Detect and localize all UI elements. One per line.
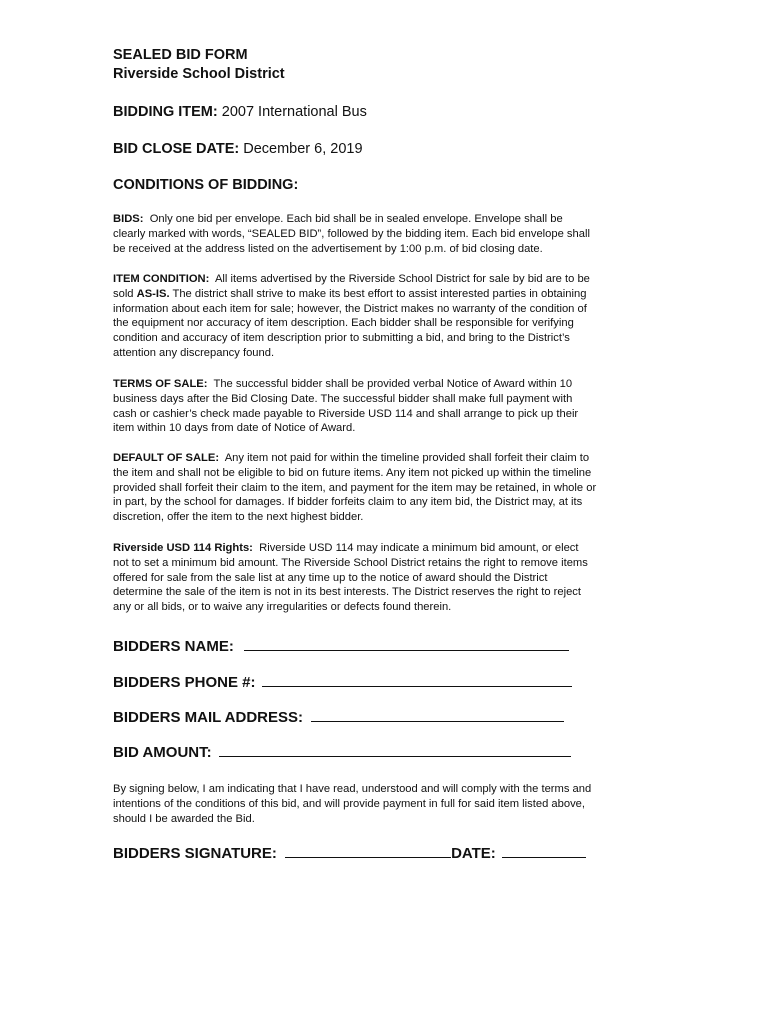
rights-line-1: Riverside USD 114 Rights: Riverside USD 114 may indicate a minimum bid amount, or elect xyxy=(113,542,579,554)
default-line-5: discretion, offer the item to the next highest bidder. xyxy=(113,511,364,524)
bid-amount-blank[interactable] xyxy=(219,742,571,757)
bidders-name-blank[interactable] xyxy=(244,636,569,651)
bid-close-date-row xyxy=(113,140,363,158)
bids-line-2: clearly marked with words, “SEALED BID”, followed by the bidding item. Each bid envelope shall xyxy=(113,227,590,240)
item-condition-line-2: sold AS-IS. The district shall strive to make its best effort to assist interested parties in obtaining xyxy=(113,287,587,300)
rights-line-4: determine the sale of the item is not in its best interests. The District reserves the right to reject xyxy=(113,586,582,599)
terms-line-4: item within 10 days from date of Notice of Award. xyxy=(113,422,356,435)
bidders-phone-label: BIDDERS PHONE #: xyxy=(113,674,256,691)
bid-close-date-label: BID CLOSE DATE: xyxy=(113,141,240,157)
rights-line-2: not to set a minimum bid amount. The Riverside School District retains the right to remove items xyxy=(113,556,588,569)
item-condition-section xyxy=(113,272,658,361)
bidders-name-label: BIDDERS NAME: xyxy=(113,638,234,655)
certification-line-2: intentions of the conditions of this bid, and will provide payment in full for said item listed above, xyxy=(113,797,585,810)
default-line-3: provided shall forfeit their claim to the item, and payment for the item may be retained, in whole or xyxy=(113,481,597,494)
date-blank[interactable] xyxy=(502,843,586,858)
district-rights-section xyxy=(113,541,658,615)
bidders-name-row xyxy=(113,636,569,656)
signature-label: BIDDERS SIGNATURE: xyxy=(113,845,277,862)
item-condition-line-1: ITEM CONDITION: All items advertised by the Riverside School District for sale by bid are to be xyxy=(113,273,590,285)
bidders-mail-row xyxy=(113,707,564,727)
terms-line-1: TERMS OF SALE: The successful bidder shall be provided verbal Notice of Award within 10 xyxy=(113,378,573,390)
bid-amount-label: BID AMOUNT: xyxy=(113,744,212,761)
rights-line-5: any or all bids, or to waive any irregularities or defects found therein. xyxy=(113,601,452,614)
bidding-item-label: BIDDING ITEM: xyxy=(113,104,218,120)
bid-close-date-value: December 6, 2019 xyxy=(243,141,363,157)
certification-line-3: should I be awarded the Bid. xyxy=(113,812,255,825)
item-condition-line-5: condition and accuracy of item description prior to submitting a bid, and bring to the District’s xyxy=(113,332,570,345)
bids-section xyxy=(113,212,658,256)
bidders-mail-label: BIDDERS MAIL ADDRESS: xyxy=(113,709,304,726)
terms-of-sale-section xyxy=(113,377,658,436)
bids-line-1: BIDS: Only one bid per envelope. Each bid shall be in sealed envelope. Envelope shall be xyxy=(113,213,563,225)
default-line-2: the item and shall not be eligible to bid on future items. Any item not picked up within the timeline xyxy=(113,466,592,479)
bid-amount-row xyxy=(113,742,571,762)
bids-line-3: be received at the address listed on the advertisement by 1:00 p.m. of bid closing date. xyxy=(113,242,543,255)
terms-line-3: cash or cashier’s check made payable to Riverside USD 114 and shall arrange to pick up their xyxy=(113,407,579,420)
certification-line-1: By signing below, I am indicating that I have read, understood and will comply with the terms and xyxy=(113,783,592,795)
bidding-item-row xyxy=(113,103,367,121)
bidders-phone-blank[interactable] xyxy=(262,672,572,687)
item-condition-line-4: the equipment nor accuracy of item description. Each bidder shall be responsible for verifying xyxy=(113,317,574,330)
conditions-heading: CONDITIONS OF BIDDING: xyxy=(113,177,299,193)
bids-label: BIDS: xyxy=(113,213,144,225)
item-condition-label: ITEM CONDITION: xyxy=(113,273,210,285)
district-name: Riverside School District xyxy=(113,66,285,82)
certification-section xyxy=(113,782,658,826)
default-of-sale-section xyxy=(113,451,658,525)
as-is-label: AS-IS. xyxy=(136,287,170,300)
default-of-sale-label: DEFAULT OF SALE: xyxy=(113,452,220,464)
default-line-1: DEFAULT OF SALE: Any item not paid for within the timeline provided shall forfeit their claim to xyxy=(113,452,590,464)
bidders-phone-row xyxy=(113,672,572,692)
bidding-item-value: 2007 International Bus xyxy=(221,104,367,120)
item-condition-line-3: information about each item for sale; however, the District makes no warranty of the condition of xyxy=(113,302,587,315)
district-rights-label: Riverside USD 114 Rights: xyxy=(113,542,253,554)
default-line-4: in part, by the school for damages. If bidder forfeits claim to any item bid, the District may, at its xyxy=(113,496,583,509)
date-label: DATE: xyxy=(451,845,496,862)
form-title: SEALED BID FORM xyxy=(113,47,248,63)
bidders-mail-blank[interactable] xyxy=(311,707,564,722)
signature-blank[interactable] xyxy=(285,843,451,858)
signature-row xyxy=(113,843,586,863)
item-condition-line-6: attention any discrepancy found. xyxy=(113,346,275,359)
rights-line-3: offered for sale from the sale list at any time up to the notice of award should the District xyxy=(113,571,548,584)
terms-line-2: business days after the Bid Closing Date. The successful bidder shall make full payment with xyxy=(113,392,573,405)
terms-of-sale-label: TERMS OF SALE: xyxy=(113,378,208,390)
